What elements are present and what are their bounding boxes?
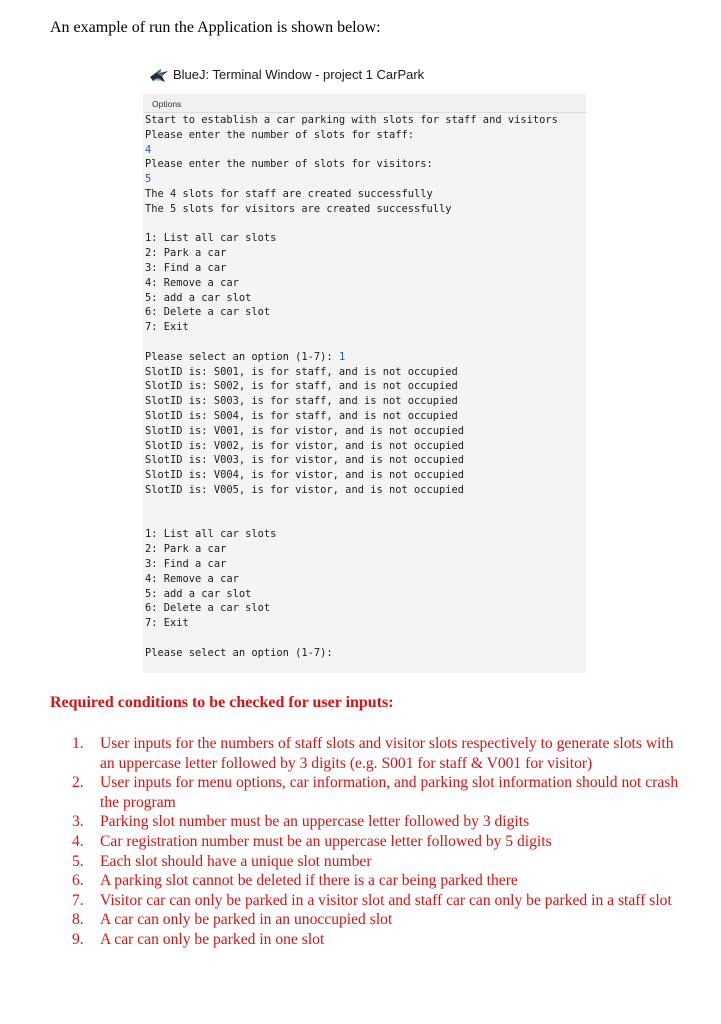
terminal-line: [145, 453, 558, 468]
terminal-line: [145, 276, 558, 291]
terminal-line-text: SlotID is: S004, is for staff, and is not occupied: [145, 409, 458, 422]
requirement-number: 9.: [72, 930, 84, 948]
requirement-item: [72, 832, 690, 852]
terminal-line: [145, 572, 558, 587]
terminal-line-text: 2: Park a car: [145, 247, 227, 260]
terminal-line: [145, 157, 558, 172]
terminal-line-text: 7: Exit: [145, 321, 189, 334]
terminal-line-text: Please select an option (1-7):: [145, 350, 339, 363]
terminal-line-text: The 4 slots for staff are created successfully: [145, 187, 433, 200]
requirement-text: Car registration number must be an uppercase letter followed by 5 digits: [100, 832, 552, 850]
requirement-number: 8.: [72, 911, 84, 929]
terminal-line: [145, 305, 558, 320]
terminal-line-text: 3: Find a car: [145, 261, 227, 274]
requirement-number: 1.: [72, 735, 84, 752]
terminal-line-text: SlotID is: V003, is for vistor, and is not occupied: [145, 454, 465, 467]
terminal-line: [145, 187, 558, 202]
terminal-line-text: SlotID is: S001, is for staff, and is not occupied: [145, 365, 458, 378]
terminal-line: [145, 424, 558, 439]
requirement-item: [72, 852, 690, 872]
terminal-line: [145, 394, 558, 409]
terminal-user-input: 5: [145, 173, 152, 186]
terminal-line-text: 1: List all car slots: [145, 528, 277, 541]
requirement-text: User inputs for the numbers of staff slots and visitor slots respectively to generate slots with an uppercase letter followed by 3 digits (e.g. S001 for staff & V001 for visitor): [100, 735, 674, 772]
terminal-line: [145, 128, 558, 143]
terminal-line: [145, 143, 558, 158]
requirement-item: [72, 734, 690, 773]
terminal-user-input: 1: [338, 350, 346, 363]
terminal-line: [145, 350, 558, 365]
requirement-item: [72, 930, 690, 950]
terminal-line: [145, 246, 558, 261]
terminal-line-text: 4: Remove a car: [145, 572, 239, 585]
terminal-line-text: Please select an option (1-7):: [145, 646, 333, 659]
terminal-line-text: SlotID is: V005, is for vistor, and is not occupied: [145, 483, 465, 496]
terminal-line-text: 1: List all car slots: [145, 232, 277, 245]
intro-text: An example of run the Application is shown below:: [50, 19, 381, 36]
terminal-line: [145, 527, 558, 542]
requirement-number: 4.: [72, 832, 84, 850]
terminal-line-text: 7: Exit: [145, 617, 189, 630]
terminal-line-text: The 5 slots for visitors are created successfully: [145, 202, 452, 215]
terminal-line: [145, 335, 558, 350]
requirement-item: [72, 891, 690, 911]
terminal-line: [145, 409, 558, 424]
requirements-list: [72, 734, 690, 950]
requirement-item: [72, 812, 690, 832]
requirement-text: A car can only be parked in one slot: [100, 930, 325, 948]
terminal-line: [145, 483, 558, 498]
terminal-user-input: 4: [145, 143, 152, 156]
terminal-line: [145, 468, 558, 483]
requirement-item: [72, 910, 690, 930]
requirement-number: 7.: [72, 891, 84, 909]
terminal-line-text: 2: Park a car: [145, 543, 227, 556]
terminal-line-text: Please enter the number of slots for staff:: [145, 128, 414, 141]
requirement-text: User inputs for menu options, car information, and parking slot information should not crash the program: [100, 774, 679, 811]
terminal-line-text: 6: Delete a car slot: [145, 602, 271, 615]
terminal-line: [145, 542, 558, 557]
requirement-number: 3.: [72, 813, 84, 831]
terminal-line: [145, 601, 558, 616]
requirement-text: Visitor car can only be parked in a visitor slot and staff car can only be parked in a staff slot: [100, 891, 672, 909]
requirement-number: 6.: [72, 872, 84, 890]
terminal-line-text: 5: add a car slot: [145, 587, 252, 600]
terminal-line: [145, 217, 558, 232]
terminal-line-text: 6: Delete a car slot: [145, 306, 271, 319]
requirement-item: [72, 871, 690, 891]
terminal-line: [145, 587, 558, 602]
terminal-line: [145, 513, 558, 528]
terminal-line-text: SlotID is: S003, is for staff, and is not occupied: [145, 395, 458, 408]
requirement-text: Each slot should have a unique slot number: [100, 852, 372, 870]
terminal-title: BlueJ: Terminal Window - project 1 CarPark: [173, 67, 425, 82]
terminal-line: [145, 498, 558, 513]
terminal-line-text: SlotID is: S002, is for staff, and is not occupied: [145, 380, 458, 393]
terminal-window: [143, 58, 586, 673]
terminal-line-text: SlotID is: V002, is for vistor, and is not occupied: [145, 439, 465, 452]
bluej-bird-icon: [149, 68, 169, 84]
terminal-line-text: 4: Remove a car: [145, 276, 239, 289]
terminal-lines: [145, 113, 558, 660]
terminal-line: [145, 631, 558, 646]
terminal-line-text: 3: Find a car: [145, 557, 227, 570]
terminal-line: [145, 202, 558, 217]
terminal-line: [145, 320, 558, 335]
terminal-line: [145, 261, 558, 276]
terminal-line: [145, 231, 558, 246]
terminal-output[interactable]: [143, 113, 586, 673]
requirement-text: A car can only be parked in an unoccupied slot: [100, 911, 393, 929]
terminal-line-text: Please enter the number of slots for visitors:: [145, 158, 433, 171]
terminal-line: [145, 365, 558, 380]
terminal-menubar: [143, 94, 586, 113]
terminal-line: [145, 113, 558, 128]
options-menu[interactable]: Options: [152, 99, 182, 109]
terminal-line-text: 5: add a car slot: [145, 291, 252, 304]
requirement-number: 5.: [72, 852, 84, 870]
requirement-text: A parking slot cannot be deleted if there is a car being parked there: [100, 872, 518, 890]
terminal-line: [145, 646, 558, 661]
requirement-number: 2.: [72, 774, 84, 792]
terminal-line-text: SlotID is: V001, is for vistor, and is not occupied: [145, 424, 465, 437]
terminal-line-text: SlotID is: V004, is for vistor, and is not occupied: [145, 469, 465, 482]
terminal-line: [145, 379, 558, 394]
requirements-heading: Required conditions to be checked for user inputs:: [50, 694, 394, 711]
terminal-line-text: Start to establish a car parking with slots for staff and visitors: [145, 114, 558, 126]
requirement-text: Parking slot number must be an uppercase letter followed by 3 digits: [100, 813, 530, 831]
terminal-line: [145, 439, 558, 454]
terminal-line: [145, 291, 558, 306]
requirement-item: [72, 773, 690, 812]
terminal-line: [145, 616, 558, 631]
terminal-line: [145, 557, 558, 572]
terminal-title-bar: [143, 58, 586, 94]
terminal-line: [145, 172, 558, 187]
